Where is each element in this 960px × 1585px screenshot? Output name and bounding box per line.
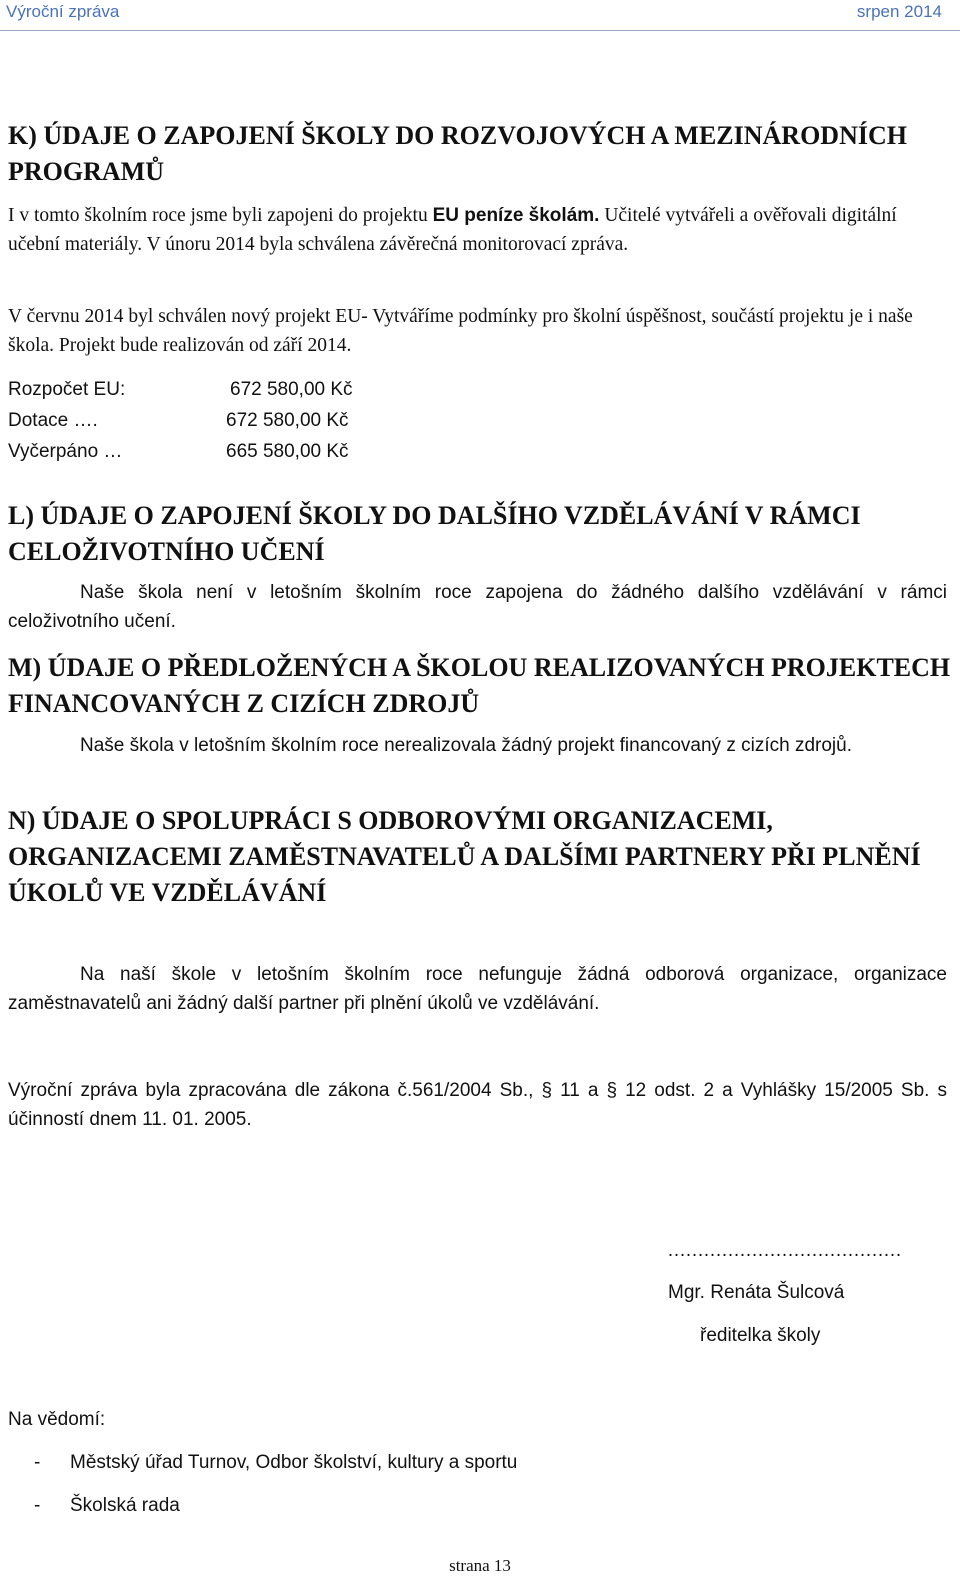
section-l-text: Naše škola není v letošním školním roce zapojena do žádného dalšího vzdělávání v rámci celoživotního učení. <box>8 582 947 632</box>
list-item <box>34 1491 180 1520</box>
header-divider <box>0 30 960 31</box>
page-number: strana 13 <box>449 1556 511 1575</box>
budget-value: 672 580,00 Kč <box>226 410 349 431</box>
section-k-p1-bold: EU peníze školám. <box>432 205 600 226</box>
budget-row-dotace <box>8 406 608 435</box>
section-n-heading: N) ÚDAJE O SPOLUPRÁCI S ODBOROVÝMI ORGANIZACEMI, ORGANIZACEMI ZAMĚSTNAVATELŮ A DALŠÍMI PARTNERY PŘI PLNĚNÍ ÚKOLŮ VE VZDĚLÁVÁNÍ <box>8 806 921 907</box>
section-l-heading: L) ÚDAJE O ZAPOJENÍ ŠKOLY DO DALŠÍHO VZDĚLÁVÁNÍ V RÁMCI CELOŽIVOTNÍHO UČENÍ <box>8 501 861 566</box>
section-k-p1-end: Učitelé vytvářeli a ověřovali digitální učební materiály. V únoru 2014 byla schválena závěrečná monitorovací zpráva. <box>8 205 897 255</box>
budget-value: 665 580,00 Kč <box>226 441 349 462</box>
legal-note: Výroční zpráva byla zpracována dle zákona č.561/2004 Sb., § 11 a § 12 odst. 2 a Vyhlášky 15/2005 Sb. s účinností dnem 11. 01. 2005. <box>8 1080 947 1130</box>
budget-value: 672 580,00 Kč <box>230 379 353 400</box>
list-dash: - <box>34 1452 41 1473</box>
budget-row-eu <box>8 375 608 404</box>
notice-title: Na vědomí: <box>8 1409 106 1430</box>
budget-row-vycerpano <box>8 437 608 466</box>
section-m-heading: M) ÚDAJE O PŘEDLOŽENÝCH A ŠKOLOU REALIZOVANÝCH PROJEKTECH FINANCOVANÝCH Z CIZÍCH ZDROJŮ <box>8 653 951 718</box>
section-n-text: Na naší škole v letošním školním roce nefunguje žádná odborová organizace, organizace zaměstnavatelů ani žádný další partner při plnění úkolů ve vzdělávání. <box>8 964 947 1014</box>
section-k-paragraph-1 <box>8 201 953 259</box>
section-k-paragraph-2: V červnu 2014 byl schválen nový projekt EU- Vytváříme podmínky pro školní úspěšnost, součástí projektu je i naše škola. Projekt bude realizován od září 2014. <box>8 306 913 356</box>
list-item-text: Městský úřad Turnov, Odbor školství, kultury a sportu <box>70 1452 518 1473</box>
section-k-heading: K) ÚDAJE O ZAPOJENÍ ŠKOLY DO ROZVOJOVÝCH A MEZINÁRODNÍCH PROGRAMŮ <box>8 121 907 186</box>
list-dash: - <box>34 1495 41 1516</box>
section-m-text: Naše škola v letošním školním roce nerealizovala žádný projekt financovaný z cizích zdrojů. <box>80 735 852 756</box>
header-date: srpen 2014 <box>856 2 942 21</box>
section-k-p1-start: I v tomto školním roce jsme byli zapojeni do projektu <box>8 205 433 226</box>
signatory-name: Mgr. Renáta Šulcová <box>668 1282 845 1303</box>
list-item-text: Školská rada <box>70 1495 180 1516</box>
signatory-role: ředitelka školy <box>700 1325 821 1346</box>
list-item <box>34 1448 517 1477</box>
header-title: Výroční zpráva <box>6 2 120 21</box>
signature-line: ………………………………… <box>667 1240 901 1261</box>
budget-label: Rozpočet EU: <box>8 379 126 400</box>
budget-label: Vyčerpáno … <box>8 441 123 462</box>
budget-label: Dotace …. <box>8 410 98 431</box>
